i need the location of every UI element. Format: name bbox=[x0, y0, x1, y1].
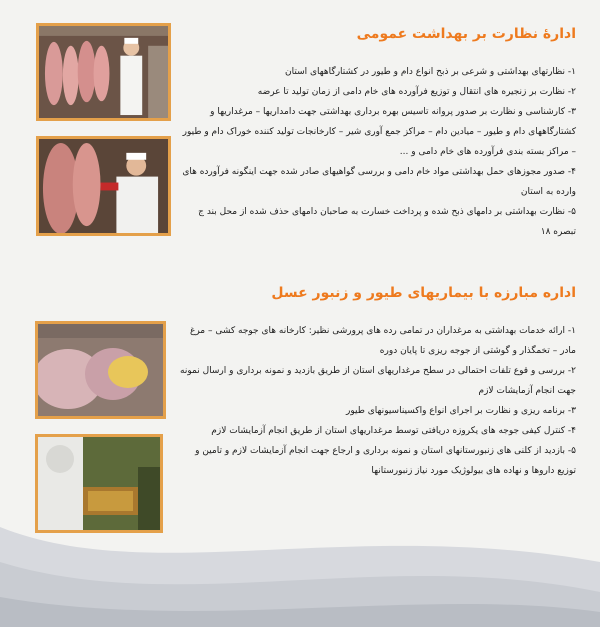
list-item: ۲- نظارت بر زنجیره های انتقال و توزیع فرآورده های خام دامی از زمان تولید تا عرضه bbox=[257, 87, 576, 97]
list-item: ۱- ارائه خدمات بهداشتی به مرغداران در تمامی رده های پرورشی نظیر: کارخانه های جوجه کشی – مرغ مادر – تخمگذار و گوشتی از جوجه ریزی تا پایان دوره bbox=[189, 326, 576, 356]
list-item: ۵- بازدید از کلنی های زنبورستانهای استان و نمونه برداری و ارجاع جهت انجام آزمایشات لازم و تامین و توزیع داروها و نهاده های بیولوژیک مورد نیاز زنبورستانها bbox=[195, 446, 576, 476]
slaughterhouse-worker-carcasses-photo bbox=[36, 23, 171, 121]
poultry-bee-disease-section-title: اداره مبارزه با بیماریهای طیور و زنبور عسل bbox=[271, 285, 576, 301]
list-item: ۱- نظارتهای بهداشتی و شرعی بر ذبح انواع دام و طیور در کشتارگاههای استان bbox=[285, 67, 576, 77]
list-item: ۳- برنامه ریزی و نظارت بر اجرای انواع واکسیناسیونهای طیور bbox=[346, 406, 576, 416]
public-health-list bbox=[181, 62, 576, 242]
beekeeping-inspection-photo bbox=[35, 434, 163, 533]
poultry-bee-disease-list bbox=[176, 321, 576, 481]
list-item: ۴- کنترل کیفی جوجه های یکروزه دریافتی توسط مرغداریهای استان از طریق انجام آزمایشات لازم bbox=[211, 426, 576, 436]
public-health-section-title: ادارهٔ نظارت بر بهداشت عمومی bbox=[356, 26, 576, 42]
inspector-carcass-photo bbox=[36, 136, 171, 236]
list-item: ۲- بررسی و قوع تلفات احتمالی در سطح مرغداریهای استان از طریق بازدید و نمونه برداری و ارسال نمونه جهت انجام آزمایشات لازم bbox=[180, 366, 576, 396]
poultry-sampling-photo bbox=[35, 321, 166, 419]
list-item: ۳- کارشناسی و نظارت بر صدور پروانه تاسیس بهره برداری بهداشتی جهت دامداریها – مرغداریها و کشتارگاههای دام و طیور – میادین دام – مراکز جمع آوری شیر – کارخانجات تولید کننده خوراک دام و طیور – مراکز بسته بندی فرآورده های خام دامی و ... bbox=[182, 107, 576, 157]
list-item: ۵- نظارت بهداشتی بر دامهای ذبح شده و پرداخت خسارت به صاحبان دامهای حذف شده از محل بند ج تبصره ۱۸ bbox=[198, 207, 576, 237]
list-item: ۴- صدور مجوزهای حمل بهداشتی مواد خام دامی و بررسی گواهیهای صادر شده جهت اینگونه فرآورده های وارده به استان bbox=[182, 167, 576, 197]
